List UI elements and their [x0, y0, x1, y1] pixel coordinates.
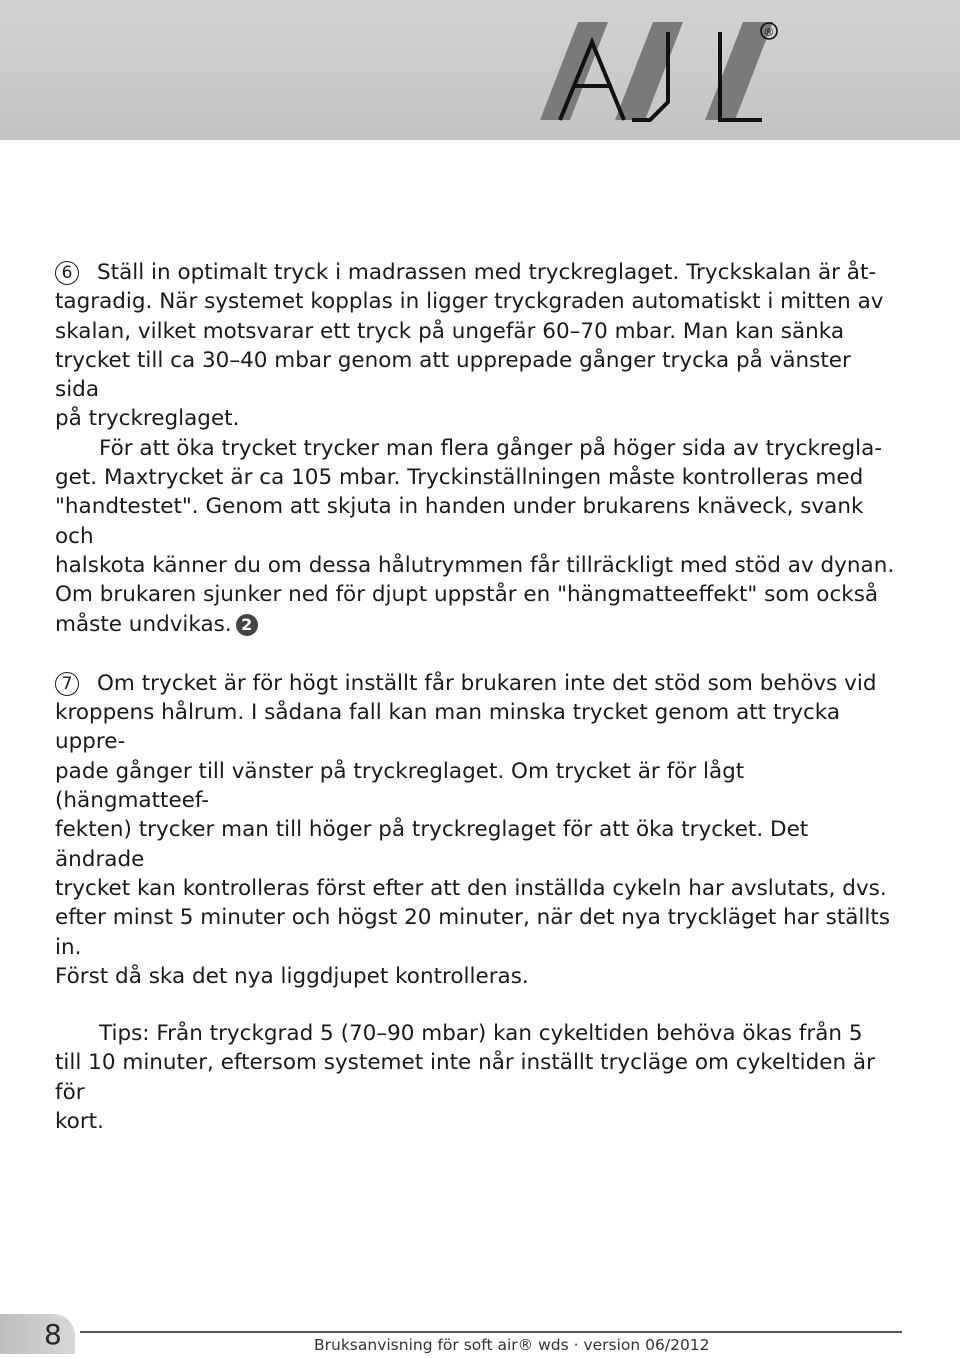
registered-mark: ® — [763, 25, 775, 39]
tips-line-1: Tips: Från tryckgrad 5 (70–90 mbar) kan cykeltiden behöva ökas från 5 — [99, 1021, 863, 1047]
section-7-line-6: efter minst 5 minuter och högst 20 minuter, när det nya tryckläget har ställts in. — [55, 905, 891, 960]
page-number: 8 — [44, 1318, 62, 1351]
section-6-line-7: get. Maxtrycket är ca 105 mbar. Tryckinställningen måste kontrolleras med — [55, 465, 864, 491]
section-7-line-5: trycket kan kontrolleras först efter att den inställda cykeln har avslutats, dvs. — [55, 875, 887, 901]
section-6-line-3: skalan, vilket motsvarar ett tryck på ungefär 60–70 mbar. Man kan sänka — [55, 318, 845, 344]
section-6-line-4: trycket till ca 30–40 mbar genom att upprepade gånger trycka på vänster sida — [55, 347, 851, 403]
tips-line-2: till 10 minuter, eftersom systemet inte når inställt trycläge om cykeltiden är för — [55, 1050, 875, 1105]
brand-logo — [520, 10, 790, 132]
section-7-line-4: fekten) trycker man till höger på tryckreglaget för att öka trycket. Det ändrade — [55, 817, 809, 872]
instructions-body — [55, 258, 900, 1136]
section-6-line-10: Om brukaren sjunker ned för djupt uppstår en "hängmatteeffekt" som också — [55, 582, 879, 608]
tips-line-3: kort. — [55, 1109, 104, 1135]
footer-divider — [80, 1331, 902, 1333]
section-6-line-9: halskota känner du om dessa hålutrymmen får tillräckligt med stöd av dynan. — [55, 552, 895, 578]
footer-caption: Bruksanvisning för soft air® wds · version 06/2012 — [314, 1336, 710, 1354]
section-6-line-8: "handtestet". Genom att skjuta in handen under brukarens knäveck, svank och — [55, 494, 864, 549]
section-6-line-6: För att öka trycket trycker man flera gånger på höger sida av tryckregla- — [99, 435, 883, 461]
page-number-tab — [0, 1314, 75, 1354]
header-band — [0, 0, 960, 140]
figure-ref-badge: 2 — [236, 614, 258, 636]
section-6-line-5: på tryckreglaget. — [55, 406, 240, 432]
step-6-badge: 6 — [55, 261, 79, 285]
step-7-badge: 7 — [55, 672, 79, 696]
section-7-line-3: pade gånger till vänster på tryckreglaget. Om trycket är för lågt (hängmatteef- — [55, 758, 745, 814]
section-6-line-11: måste undvikas. 2 — [55, 610, 900, 639]
tips-paragraph — [55, 1019, 900, 1136]
section-6-line-1: 6 Ställ in optimalt tryck i madrassen med tryckreglaget. Tryckskalan är åt- — [55, 258, 900, 287]
section-7-line-7: Först då ska det nya liggdjupet kontrolleras. — [55, 963, 529, 989]
section-6-line-2: tagradig. När systemet kopplas in ligger tryckgraden automatiskt i mitten av — [55, 289, 884, 315]
section-6 — [55, 258, 900, 639]
section-7 — [55, 669, 900, 991]
section-7-line-1: 7 Om trycket är för högt inställt får brukaren inte det stöd som behövs vid — [55, 669, 900, 698]
section-7-line-2: kroppens hålrum. I sådana fall kan man minska trycket genom att trycka uppre- — [55, 700, 841, 755]
